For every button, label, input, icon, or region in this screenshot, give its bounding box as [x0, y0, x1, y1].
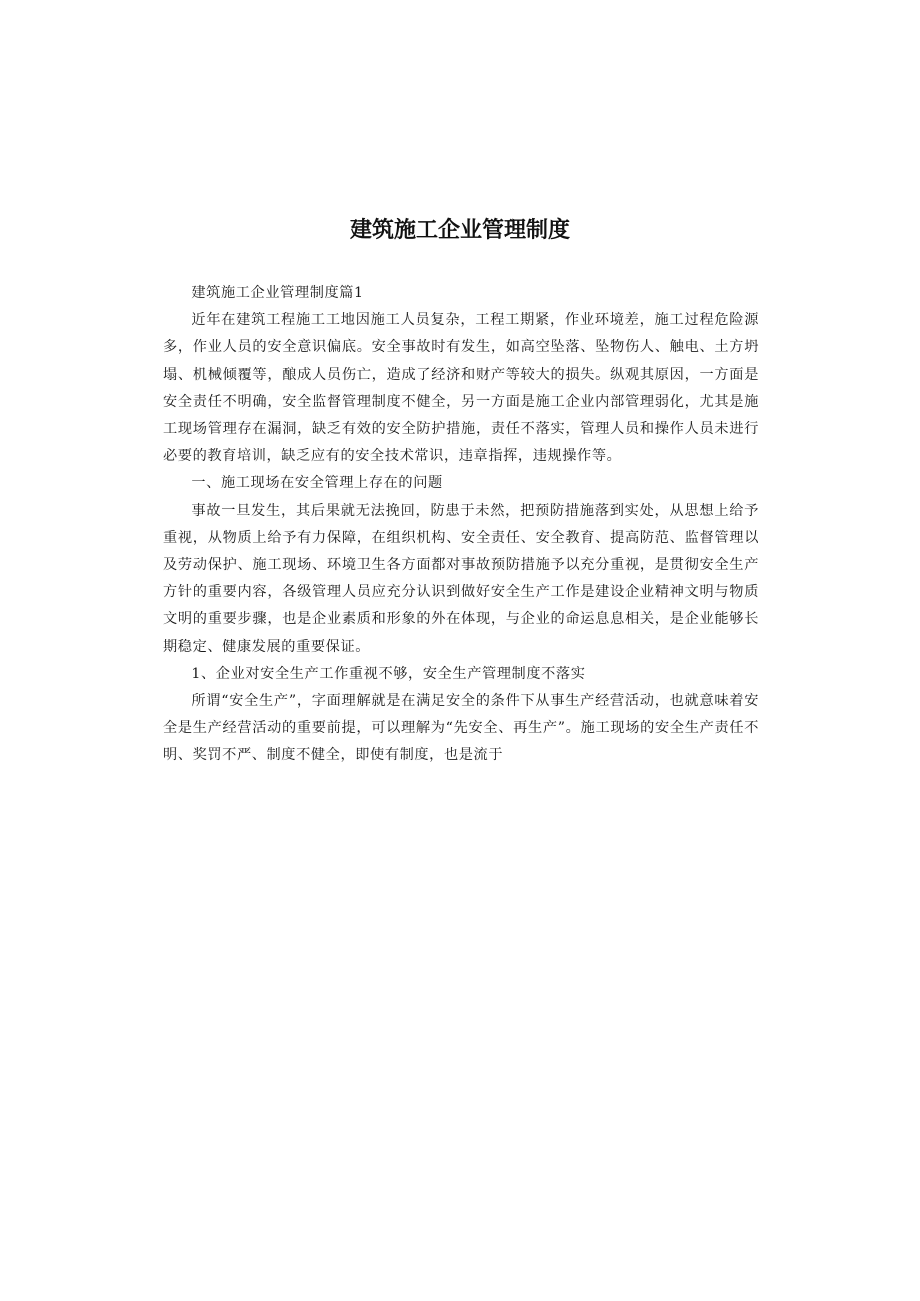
document-body [163, 280, 759, 770]
section-heading: 1、企业对安全生产工作重视不够，安全生产管理制度不落实 [191, 665, 586, 682]
body-paragraph: 所谓“安全生产”，字面理解就是在满足安全的条件下从事生产经营活动，也就意味着安全是生产经营活动的重要前提，可以理解为“先安全、再生产”。施工现场的安全生产责任不明、奖罚不严、制度不健全，即使有制度，也是流于 [163, 693, 759, 764]
section-heading: 一、施工现场在安全管理上存在的问题 [191, 475, 443, 492]
section-heading: 建筑施工企业管理制度篇1 [191, 285, 364, 301]
body-paragraph: 事故一旦发生，其后果就无法挽回，防患于未然，把预防措施落到实处，从思想上给予重视，从物质上给予有力保障，在组织机构、安全责任、安全教育、提高防范、监督管理以及劳动保护、施工现场、环境卫生各方面都对事故预防措施予以充分重视，是贯彻安全生产方针的重要内容，各级管理人员应充分认识到做好安全生产工作是建设企业精神文明与物质文明的重要步骤，也是企业素质和形象的外在体现，与企业的命运息息相关，是企业能够长期稳定、健康发展的重要保证。 [163, 502, 759, 655]
document-title: 建筑施工企业管理制度 [349, 218, 570, 243]
body-paragraph: 近年在建筑工程施工工地因施工人员复杂，工程工期紧，作业环境差，施工过程危险源多，作业人员的安全意识偏底。安全事故时有发生，如高空坠落、坠物伤人、触电、土方坍塌、机械倾覆等，酿成人员伤亡，造成了经济和财产等较大的损失。纵观其原因，一方面是安全责任不明确，安全监督管理制度不健全，另一方面是施工企业内部管理弱化，尤其是施工现场管理存在漏洞，缺乏有效的安全防护措施，责任不落实，管理人员和操作人员未进行必要的教育培训，缺乏应有的安全技术常识，违章指挥，违规操作等。 [163, 312, 759, 465]
